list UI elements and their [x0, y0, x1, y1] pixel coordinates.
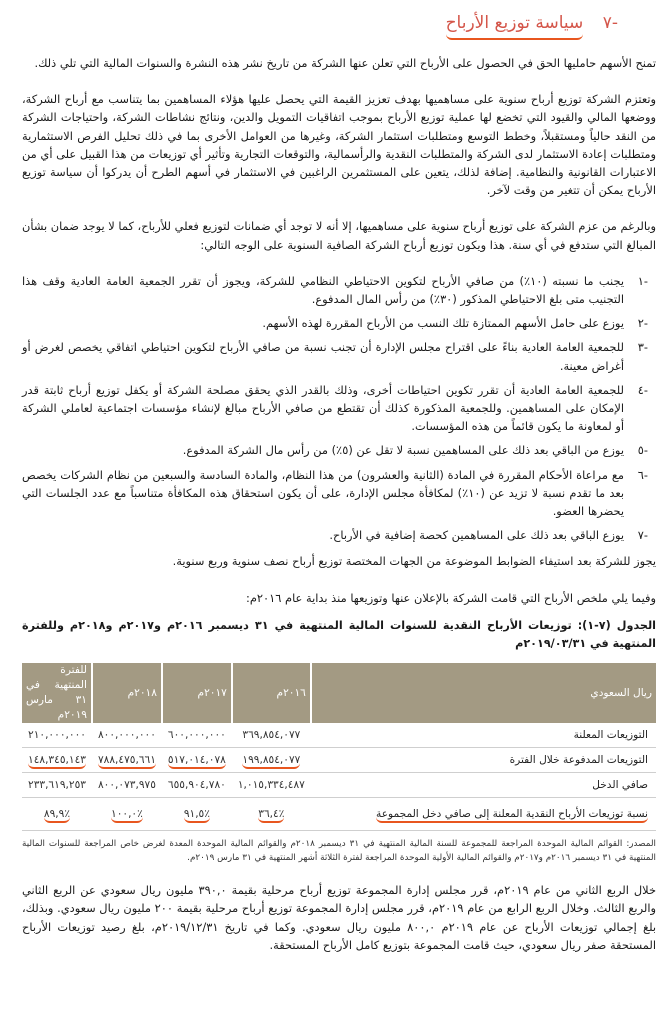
- table-row: [22, 798, 656, 831]
- list-number: -٣: [637, 340, 648, 355]
- table-caption: الجدول (٧-١): توزيعات الأرباح النقدية للسنوات المالية المنتهية في ٣١ ديسمبر ٢٠١٦م و٢٠١٧م و٢٠١٨م وللفترة المنتهية في ٢٠١٩/٠٣/٣١م: [22, 618, 656, 651]
- section-heading: [22, 10, 618, 40]
- paragraph-2019-dividends: خلال الربع الثاني من عام ٢٠١٩م، قرر مجلس إدارة المجموعة توزيع أرباح مرحلية بقيمة ٣٩٠,٠ مليون ريال سعودي عن الربع الثاني والربع الثالث. وخلال الربع الرابع من عام ٢٠١٩م، قرر مجلس إدارة المجموعة توزيع أرباح مرحلية بقيمة ٢٠٠ مليون ريال سعودي. وبذلك، بلغ إجمالي توزيعات الأرباح عن عام ٢٠١٩م ٨٠٠,٠ مليون ريال سعودي. وكما في تاريخ ٢٠١٩/١٢/٣١م، بلغ رصيد توزيعات الأرباح المستحقة صفر ريال سعودي، حيث قامت المجموعة بتوزيع كامل الأرباح المستحقة.: [22, 883, 657, 952]
- cell: ٪١٠٠,٠: [111, 808, 143, 823]
- list-item: [22, 381, 656, 436]
- table-row: [22, 773, 656, 798]
- paragraph-interim: يجوز للشركة بعد استيفاء الضوابط الموضوعة من الجهات المختصة توزيع أرباح نصف سنوية وربع سنوية.: [172, 554, 656, 569]
- list-item: [22, 338, 656, 374]
- cell: ١٩٩,٨٥٤,٠٧٧: [242, 754, 300, 769]
- list-item: [22, 466, 656, 521]
- header-currency: ريال السعودي: [311, 663, 656, 723]
- table-source-note: المصدر: القوائم المالية الموحدة المراجعة للمجموعة للسنة المالية المنتهية في ٣١ ديسمبر ٢٠١٨م والقوائم المالية الموحدة المعدة لغرض خاص المراجعة للسنوات المالية المنتهية في ٣١ ديسمبر ٢٠١٦م و٢٠١٧م والقوائم المالية الأولية الموحدة المراجعة لفترة الثلاثة أشهر المنتهية في ٣١ مارس ٢٠١٩م.: [22, 839, 656, 864]
- row-label: صافي الدخل: [311, 773, 656, 798]
- list-number: -٤: [637, 382, 648, 397]
- cell: ١٤٨,٣٤٥,١٤٣: [28, 754, 86, 769]
- table-row: [22, 723, 656, 748]
- list-text: للجمعية العامة العادية أن تقرر تكوين احتياطات أخرى، وذلك بالقدر الذي يحقق مصلحة الشركة أو يكفل توزيع أرباح ثابتة قدر الإمكان على المساهمين. وللجمعية المذكورة كذلك أن تقتطع من صافي الأرباح مبالغ لإنشاء مؤسسات اجتماعية لعاملي الشركة أو لمعاونة ما يكون قائماً من هذه المؤسسات.: [22, 382, 624, 434]
- cell: ٪٣٦,٤: [258, 808, 284, 823]
- cell: ٣٦٩,٨٥٤,٠٧٧: [232, 723, 311, 748]
- list-item: [22, 441, 656, 459]
- row-label: التوزيعات المدفوعة خلال الفترة: [311, 748, 656, 773]
- list-text: للجمعية العامة العادية بناءً على اقتراح مجلس الإدارة أن تجنب نسبة من صافي الأرباح لتكوين احتياطي اتفاقي يخصص لغرض أو أغراض معينة.: [22, 340, 624, 373]
- list-item: [22, 272, 656, 308]
- paragraph-intent: وتعتزم الشركة توزيع أرباح سنوية على مساهميها بهدف تعزيز القيمة التي يحصل عليها هؤلاء المساهمين بما يتناسب مع أرباح الشركة، ووضعها المالي والقيود التي تخضع لها عملية توزيع الأرباح بموجب اتفاقيات التمويل والدين، ونتائج نشاطات الشركة، واحتياجات الشركة من النقد حالياً ومستقبلاً، وخطط التوسع ومتطلبات استثمار الشركة، وغيرها من العوامل الأخرى بما في ذلك تحليل الفرص الاستثمارية ومتطلبات إعادة الاستثمار لدى الشركة والمتطلبات النقدية والرأسمالية، والتوقعات التجارية وتأثير أي توزيعات من هذا القبيل على أي من الاعتبارات القانونية والنظامية. إضافة لذلك، يتعين على المستثمرين الراغبين في الاستثمار في أسهم الطرح أن يدركوا أن سياسة توزيع الأرباح يمكن أن تتغير من وقت لآخر.: [22, 92, 656, 198]
- list-text: مع مراعاة الأحكام المقررة في المادة (الثانية والعشرون) من هذا النظام، والمادة السادسة والسبعين من نظام الشركات يخصص بعد ما تقدم نسبة لا تزيد عن (١٠٪) لمكافأة مجلس الإدارة، على أن يكون استحقاق هذه المكافأة متناسباً مع عدد الجلسات التي يحضرها العضو.: [22, 467, 624, 519]
- row-label: نسبة توزيعات الأرباح النقدية المعلنة إلى صافي دخل المجموعة: [376, 808, 648, 823]
- cell: ٦٥٥,٩٠٤,٧٨٠: [162, 773, 232, 798]
- list-number: -٧: [637, 528, 648, 543]
- cell: ٨٠٠,٠٧٣,٩٧٥: [92, 773, 162, 798]
- dividends-table: [22, 663, 656, 831]
- paragraph-rights: تمنح الأسهم حامليها الحق في الحصول على الأرباح التي تعلن عنها الشركة من تاريخ نشر هذه النشرة والسنوات المالية التي تلي ذلك.: [34, 56, 656, 70]
- cell: ٪٨٩,٩: [44, 808, 70, 823]
- row-label: التوزيعات المعلنة: [311, 723, 656, 748]
- cell: ٪٩١,٥: [184, 808, 210, 823]
- list-item: [22, 314, 656, 332]
- cell: ٨٠٠,٠٠٠,٠٠٠: [92, 723, 162, 748]
- list-text: يوزع على حامل الأسهم الممتازة تلك النسب من الأرباح المقررة لهذه الأسهم.: [262, 316, 624, 331]
- cell: ٥١٧,٠١٤,٠٧٨: [168, 754, 226, 769]
- paragraph-summary: وفيما يلي ملخص الأرباح التي قامت الشركة بالإعلان عنها وتوزيعها منذ بداية عام ٢٠١٦م:: [246, 590, 656, 605]
- section-title: سياسة توزيع الأرباح: [446, 10, 584, 40]
- cell: ١,٠١٥,٣٣٤,٤٨٧: [232, 773, 311, 798]
- list-number: -٦: [637, 467, 648, 482]
- table-header-row: [22, 663, 656, 723]
- document-page: [22, 0, 656, 954]
- list-item: [22, 526, 656, 544]
- header-2018: ٢٠١٨م: [92, 663, 162, 723]
- list-number: -٥: [637, 443, 648, 458]
- list-text: يجنب ما نسبته (١٠٪) من صافي الأرباح لتكوين الاحتياطي النظامي للشركة، ويجوز أن تقرر الجمعية العامة العادية وقف هذا التجنيب متى بلغ الاحتياطي المذكور (٣٠٪) من رأس المال المدفوع.: [22, 273, 624, 307]
- cell: ٦٠٠,٠٠٠,٠٠٠: [162, 723, 232, 748]
- cell: ٢٣٣,٦١٩,٢٥٣: [22, 773, 92, 798]
- cell: ٧٨٨,٤٧٥,٦٦١: [98, 754, 156, 769]
- list-number: -١: [637, 273, 648, 288]
- cell: ٢١٠,٠٠٠,٠٠٠: [22, 723, 92, 748]
- section-number: -٧: [602, 13, 618, 33]
- header-q1-2019: للفترة المنتهية في ٣١ مارس ٢٠١٩م: [22, 663, 92, 723]
- list-text: يوزع من الباقي بعد ذلك على المساهمين نسبة لا تقل عن (٥٪) من رأس مال الشركة المدفوع.: [182, 443, 624, 458]
- list-number: -٢: [637, 316, 648, 331]
- paragraph-no-guarantee: وبالرغم من عزم الشركة على توزيع أرباح سنوية على مساهميها، إلا أنه لا توجد أي ضمانات لتوزيع فعلي للأرباح، كما لا يوجد ضمان بشأن المبالغ التي ستدفع في أي سنة. هذا ويكون توزيع أرباح الشركة الصافية السنوية على الوجه التالي:: [22, 219, 656, 252]
- table-row: [22, 748, 656, 773]
- distribution-rules-list: [22, 272, 656, 545]
- list-text: يوزع الباقي بعد ذلك على المساهمين كحصة إضافية في الأرباح.: [329, 528, 624, 543]
- header-2017: ٢٠١٧م: [162, 663, 232, 723]
- header-2016: ٢٠١٦م: [232, 663, 311, 723]
